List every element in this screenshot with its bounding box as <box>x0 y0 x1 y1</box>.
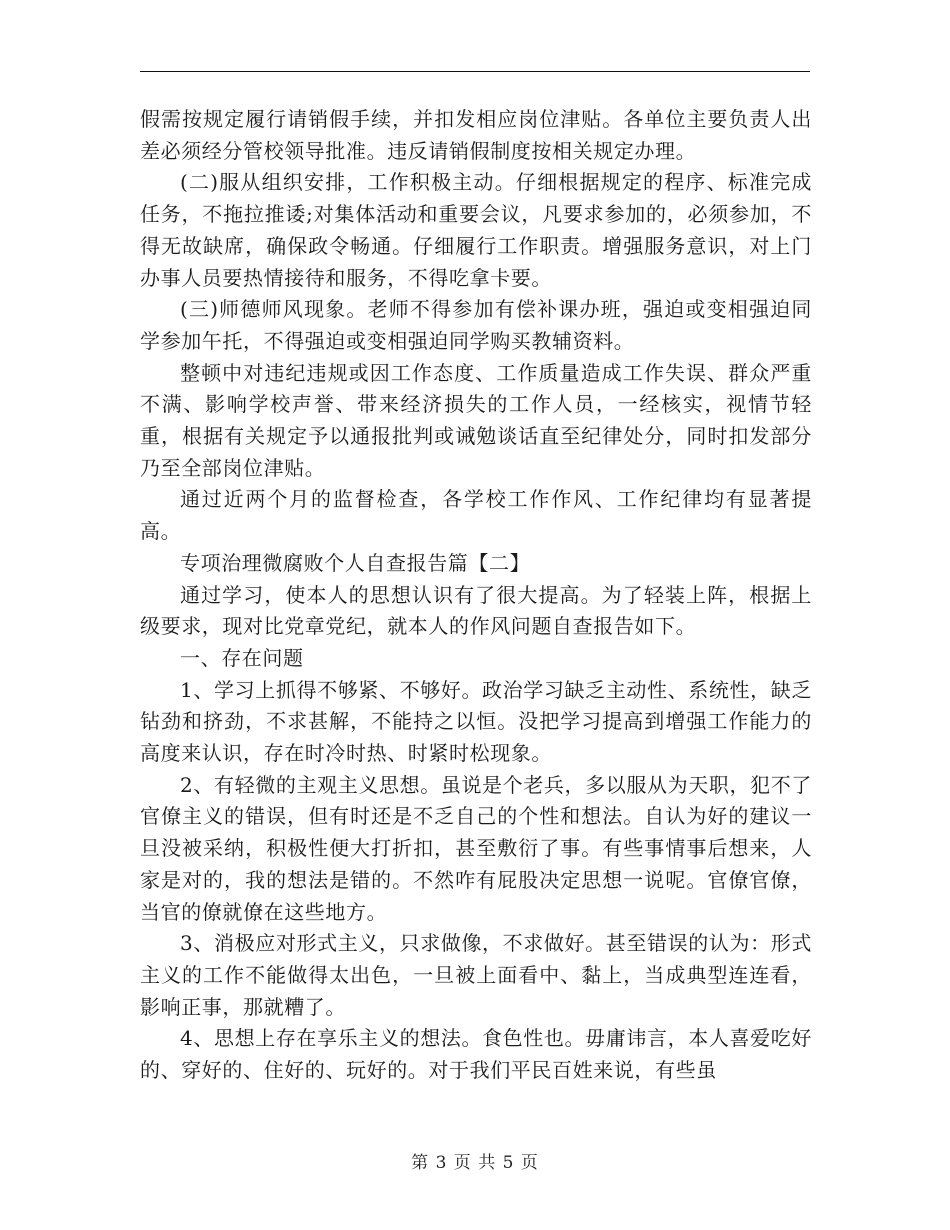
document-body <box>140 104 812 1087</box>
paragraph: 假需按规定履行请销假手续，并扣发相应岗位津贴。各单位主要负责人出差必须经分管校领导批准。违反请销假制度按相关规定办理。 <box>140 107 812 163</box>
paragraph: 3、消极应对形式主义，只求做像，不求做好。甚至错误的认为：形式主义的工作不能做得太出色，一旦被上面看中、黏上，当成典型连连看，影响正事，那就糟了。 <box>140 931 812 1019</box>
paragraph: 整顿中对违纪违规或因工作态度、工作质量造成工作失误、群众严重不满、影响学校声誉、带来经济损失的工作人员，一经核实，视情节轻重，根据有关规定予以通报批判或诫勉谈话直至纪律处分，同时扣发部分乃至全部岗位津贴。 <box>140 360 812 480</box>
subsection-heading: 一、存在问题 <box>180 645 304 670</box>
header-divider <box>140 71 810 72</box>
page-number-footer: 第 3 页 共 5 页 <box>411 1153 539 1173</box>
paragraph: (三)师德师风现象。老师不得参加有偿补课办班，强迫或变相强迫同学参加午托，不得强迫或变相强迫同学购买教辅资料。 <box>140 297 812 353</box>
paragraph: (二)服从组织安排，工作积极主动。仔细根据规定的程序、标准完成任务，不拖拉推诿;对集体活动和重要会议，凡要求参加的，必须参加，不得无故缺席，确保政令畅通。仔细履行工作职责。增强服务意识，对上门办事人员要热情接待和服务，不得吃拿卡要。 <box>140 170 812 290</box>
paragraph: 通过近两个月的监督检查，各学校工作作风、工作纪律均有显著提高。 <box>140 487 812 544</box>
paragraph: 1、学习上抓得不够紧、不够好。政治学习缺乏主动性、系统性，缺乏钻劲和挤劲，不求甚解，不能持之以恒。没把学习提高到增强工作能力的高度来认识，存在时冷时热、时紧时松现象。 <box>140 677 812 766</box>
section-heading: 专项治理微腐败个人自查报告篇【二】 <box>180 550 531 575</box>
paragraph: 4、思想上存在享乐主义的想法。食色性也。毋庸讳言，本人喜爱吃好的、穿好的、住好的、玩好的。对于我们平民百姓来说，有些虽 <box>140 1026 812 1083</box>
paragraph: 2、有轻微的主观主义思想。虽说是个老兵，多以服从为天职，犯不了官僚主义的错误，但有时还是不乏自己的个性和想法。自认为好的建议一旦没被采纳，积极性便大打折扣，甚至敷衍了事。有些事情事后想来，人家是对的，我的想法是错的。不然咋有屁股决定思想一说呢。官僚官僚，当官的僚就僚在这些地方。 <box>140 772 812 924</box>
paragraph: 通过学习，使本人的思想认识有了很大提高。为了轻装上阵，根据上级要求，现对比党章党纪，就本人的作风问题自查报告如下。 <box>140 582 812 639</box>
